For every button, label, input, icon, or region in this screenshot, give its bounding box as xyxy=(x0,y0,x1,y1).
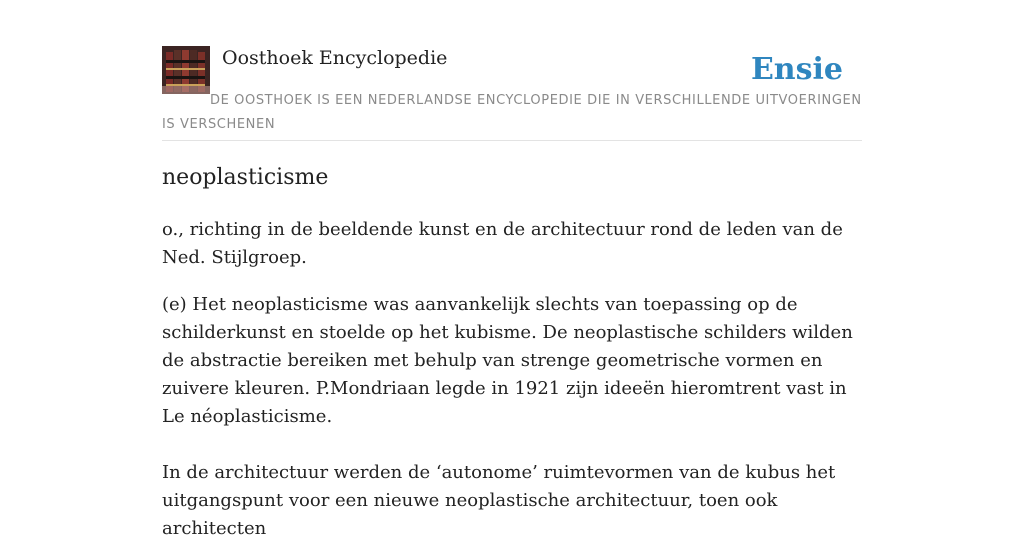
article-definition: o., richting in de beeldende kunst en de architectuur rond de leden van de Ned. Stijlgroep. xyxy=(162,219,843,268)
article-paragraph: In de architectuur werden de ‘autonome’ ruimtevormen van de kubus het uitgangspunt voor een nieuwe neoplastische architectuur, toen ook architecten xyxy=(162,462,836,539)
article-title: neoplasticisme xyxy=(162,165,329,190)
book-spines-icon xyxy=(162,46,210,94)
article xyxy=(162,160,862,543)
site-header xyxy=(162,46,862,141)
brand-logo[interactable]: Ensie xyxy=(750,52,843,87)
site-tagline: DE OOSTHOEK IS EEN NEDERLANDSE ENCYCLOPEDIE DIE IN VERSCHILLENDE UITVOERINGEN IS VERSCHENEN xyxy=(162,93,862,132)
site-avatar[interactable] xyxy=(162,46,210,94)
article-paragraph: (e) Het neoplasticisme was aanvankelijk slechts van toepassing op de schilderkunst en stoelde op het kubisme. De neoplastische schilders wilden de abstractie bereiken met behulp van strenge geometrische vormen en zuivere kleuren. P.Mondriaan legde in 1921 zijn ideeën hieromtrent vast in Le néoplasticisme. xyxy=(162,294,853,427)
site-name[interactable]: Oosthoek Encyclopedie xyxy=(222,47,448,69)
